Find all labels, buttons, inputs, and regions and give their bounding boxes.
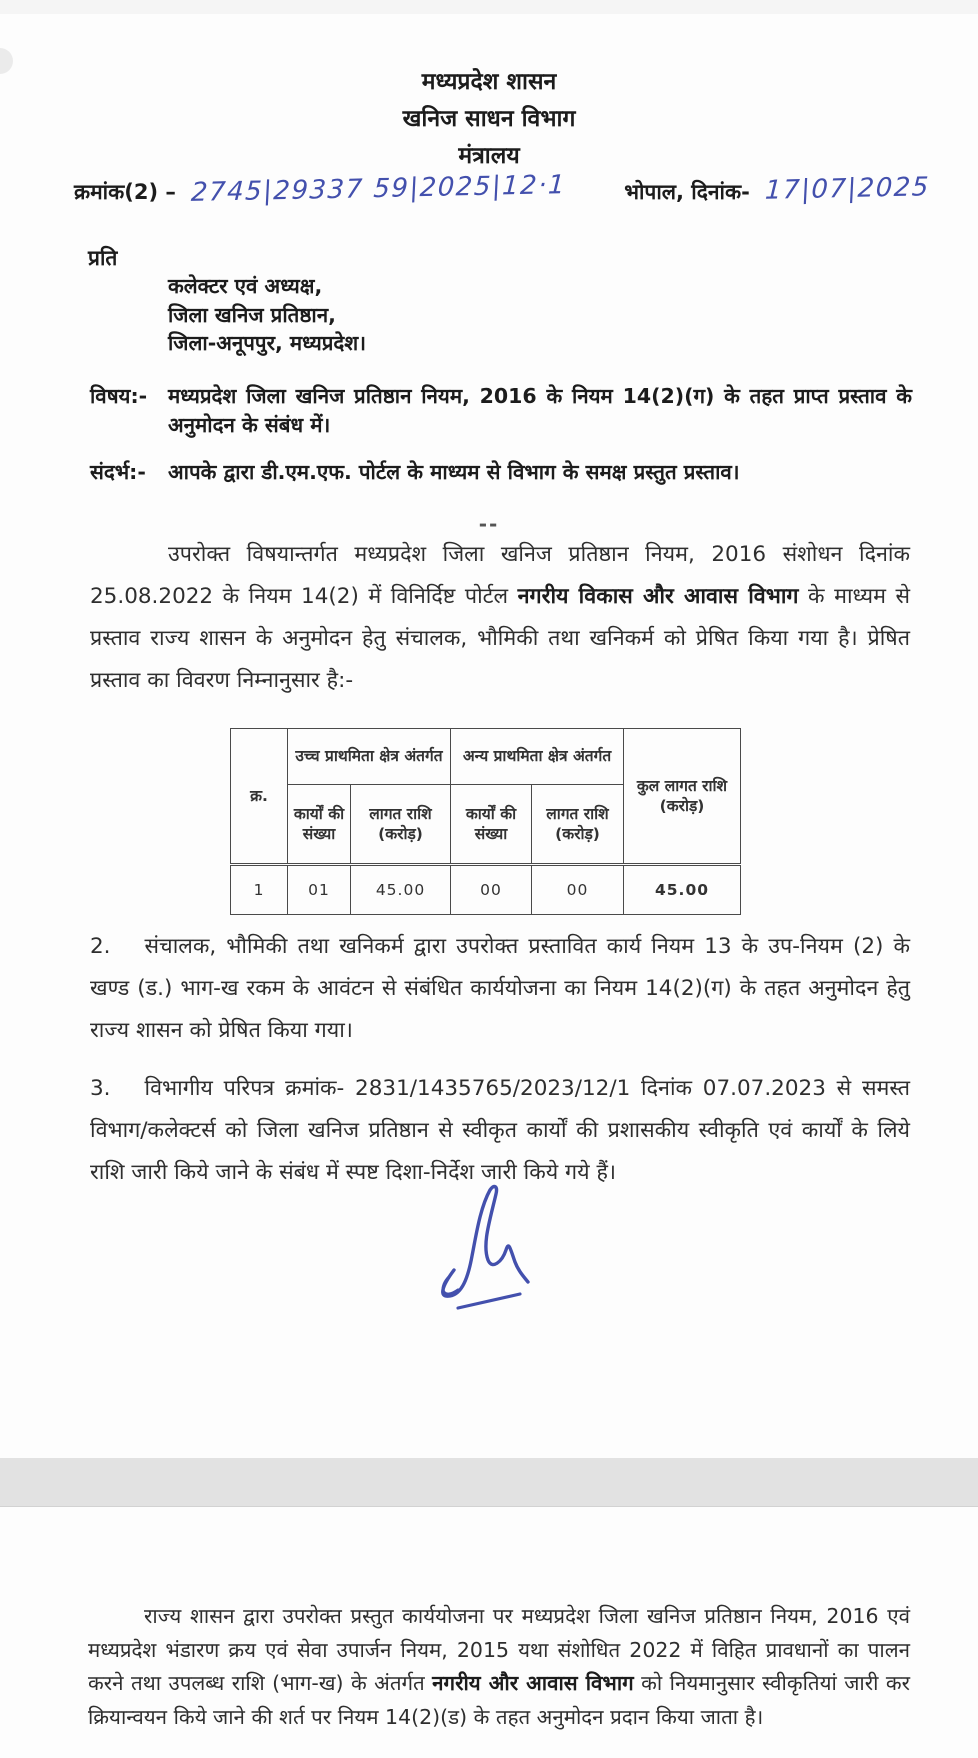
subcol-hp-works-count: कार्यों की संख्या xyxy=(288,785,351,865)
letterhead-department: खनिज साधन विभाग xyxy=(402,106,576,132)
approval-text-a: राज्य शासन द्वारा उपरोक्त प्रस्तुत कार्ययोजना पर मध्यप्रदेश जिला खनिज प्रतिष्ठान नियम, 2016 एवं मध्यप्रदेश भंडारण क्रय एवं सेवा उपार्जन नियम, 2015 यथा संशोधित 2022 में विहित प्रावधानों का पालन करने तथा उपलब्ध राशि (भाग-ख) के अंतर्गत xyxy=(88,1604,910,1695)
photo-top-shadow xyxy=(0,0,978,14)
proposal-summary-table xyxy=(230,728,741,915)
cell-total-cost: 45.00 xyxy=(624,865,741,915)
subject-label: विषय:- xyxy=(90,384,148,408)
letter-number-label: क्रमांक(2) – xyxy=(74,180,176,204)
letter-number-handwritten: 2745|29337 59|2025|12·1 xyxy=(190,170,567,208)
salutation: प्रति xyxy=(88,246,118,270)
paragraph-1-text-a: उपरोक्त विषयान्तर्गत मध्यप्रदेश जिला खनिज प्रतिष्ठान नियम, 2016 संशोधन दिनांक 25.08.2022 के नियम 14(2) में विनिर्दिष्ट पोर्टल xyxy=(90,542,910,609)
subject-row xyxy=(90,382,912,439)
approval-paragraph xyxy=(88,1600,910,1734)
dash-separator: -- xyxy=(478,512,500,536)
paragraph-1-text-b: के माध्यम से प्रस्ताव राज्य शासन के अनुमोदन हेतु संचालक, भौमिकी तथा खनिकर्म को प्रेषित किया गया है। प्रेषित प्रस्ताव का विवरण निम्नानुसार है:- xyxy=(90,584,911,693)
cell-other-works: 00 xyxy=(451,865,532,915)
paragraph-2-text: संचालक, भौमिकी तथा खनिकर्म द्वारा उपरोक्त प्रस्तावित कार्य नियम 13 के उप-नियम (2) के खण्ड (ड.) भाग-ख रकम के आवंटन से संबंधित कार्ययोजना का नियम 14(2)(ग) के तहत अनुमोदन हेतु राज्य शासन को प्रेषित किया गया। xyxy=(90,934,910,1043)
cell-serial: 1 xyxy=(231,865,288,915)
col-serial-header: क्र. xyxy=(231,729,288,865)
subject-text: मध्यप्रदेश जिला खनिज प्रतिष्ठान नियम, 2016 के नियम 14(2)(ग) के तहत प्राप्त प्रस्ताव के अनुमोदन के संबंध में। xyxy=(168,384,912,437)
reference-text: आपके द्वारा डी.एम.एफ. पोर्टल के माध्यम से विभाग के समक्ष प्रस्तुत प्रस्ताव। xyxy=(168,460,740,484)
paragraph-2-number: 2. xyxy=(90,934,111,959)
cell-other-cost: 00 xyxy=(532,865,624,915)
cell-hp-works: 01 xyxy=(288,865,351,915)
paragraph-3-number: 3. xyxy=(90,1076,111,1101)
place-and-date xyxy=(624,172,931,206)
col-total-cost-header: कुल लागत राशि (करोड़) xyxy=(624,729,741,865)
col-group-other-priority: अन्य प्राथमिता क्षेत्र अंतर्गत xyxy=(451,729,624,785)
approval-bold-department: नगरीय और आवास विभाग xyxy=(432,1671,634,1695)
letterhead xyxy=(0,64,978,175)
addressee-line-1: कलेक्टर एवं अध्यक्ष, xyxy=(168,274,323,298)
reference-row xyxy=(90,458,912,487)
subcol-other-works-count: कार्यों की संख्या xyxy=(451,785,532,865)
place-date-label: भोपाल, दिनांक- xyxy=(624,180,750,204)
subcol-other-cost: लागत राशि (करोड़) xyxy=(532,785,624,865)
addressee-block xyxy=(168,272,366,358)
date-handwritten: 17|07|2025 xyxy=(764,172,931,206)
page-break-band xyxy=(0,1458,978,1507)
letterhead-government: मध्यप्रदेश शासन xyxy=(421,69,557,95)
paragraph-1 xyxy=(90,534,910,702)
approval-text-b: को नियमानुसार स्वीकृतियां जारी कर क्रियान्वयन किये जाने की शर्त पर नियम 14(2)(ड) के तहत अनुमोदन प्रदान किया जाता है। xyxy=(88,1671,910,1729)
paragraph-2 xyxy=(90,926,910,1052)
paragraph-1-bold-department: नगरीय विकास और आवास विभाग xyxy=(517,584,799,609)
paragraph-3-text: विभागीय परिपत्र क्रमांक- 2831/1435765/2023/12/1 दिनांक 07.07.2023 से समस्त विभाग/कलेक्टर्स को जिला खनिज प्रतिष्ठान से स्वीकृत कार्यों की प्रशासकीय स्वीकृति एवं कार्यों के लिये राशि जारी किये जाने के संबंध में स्पष्ट दिशा-निर्देश जारी किये गये हैं। xyxy=(90,1076,910,1185)
reference-label: संदर्भ:- xyxy=(90,460,146,484)
addressee-line-3: जिला-अनूपपुर, मध्यप्रदेश। xyxy=(168,331,366,355)
paragraph-3 xyxy=(90,1068,910,1194)
reference-number-row xyxy=(74,170,931,208)
signature-ink xyxy=(418,1178,550,1314)
subcol-hp-cost: लागत राशि (करोड़) xyxy=(351,785,451,865)
col-group-high-priority: उच्च प्राथमिता क्षेत्र अंतर्गत xyxy=(288,729,451,785)
cell-hp-cost: 45.00 xyxy=(351,865,451,915)
addressee-line-2: जिला खनिज प्रतिष्ठान, xyxy=(168,302,336,327)
letterhead-ministry: मंत्रालय xyxy=(458,143,520,169)
table-row xyxy=(231,865,741,915)
letter-number xyxy=(74,170,567,208)
